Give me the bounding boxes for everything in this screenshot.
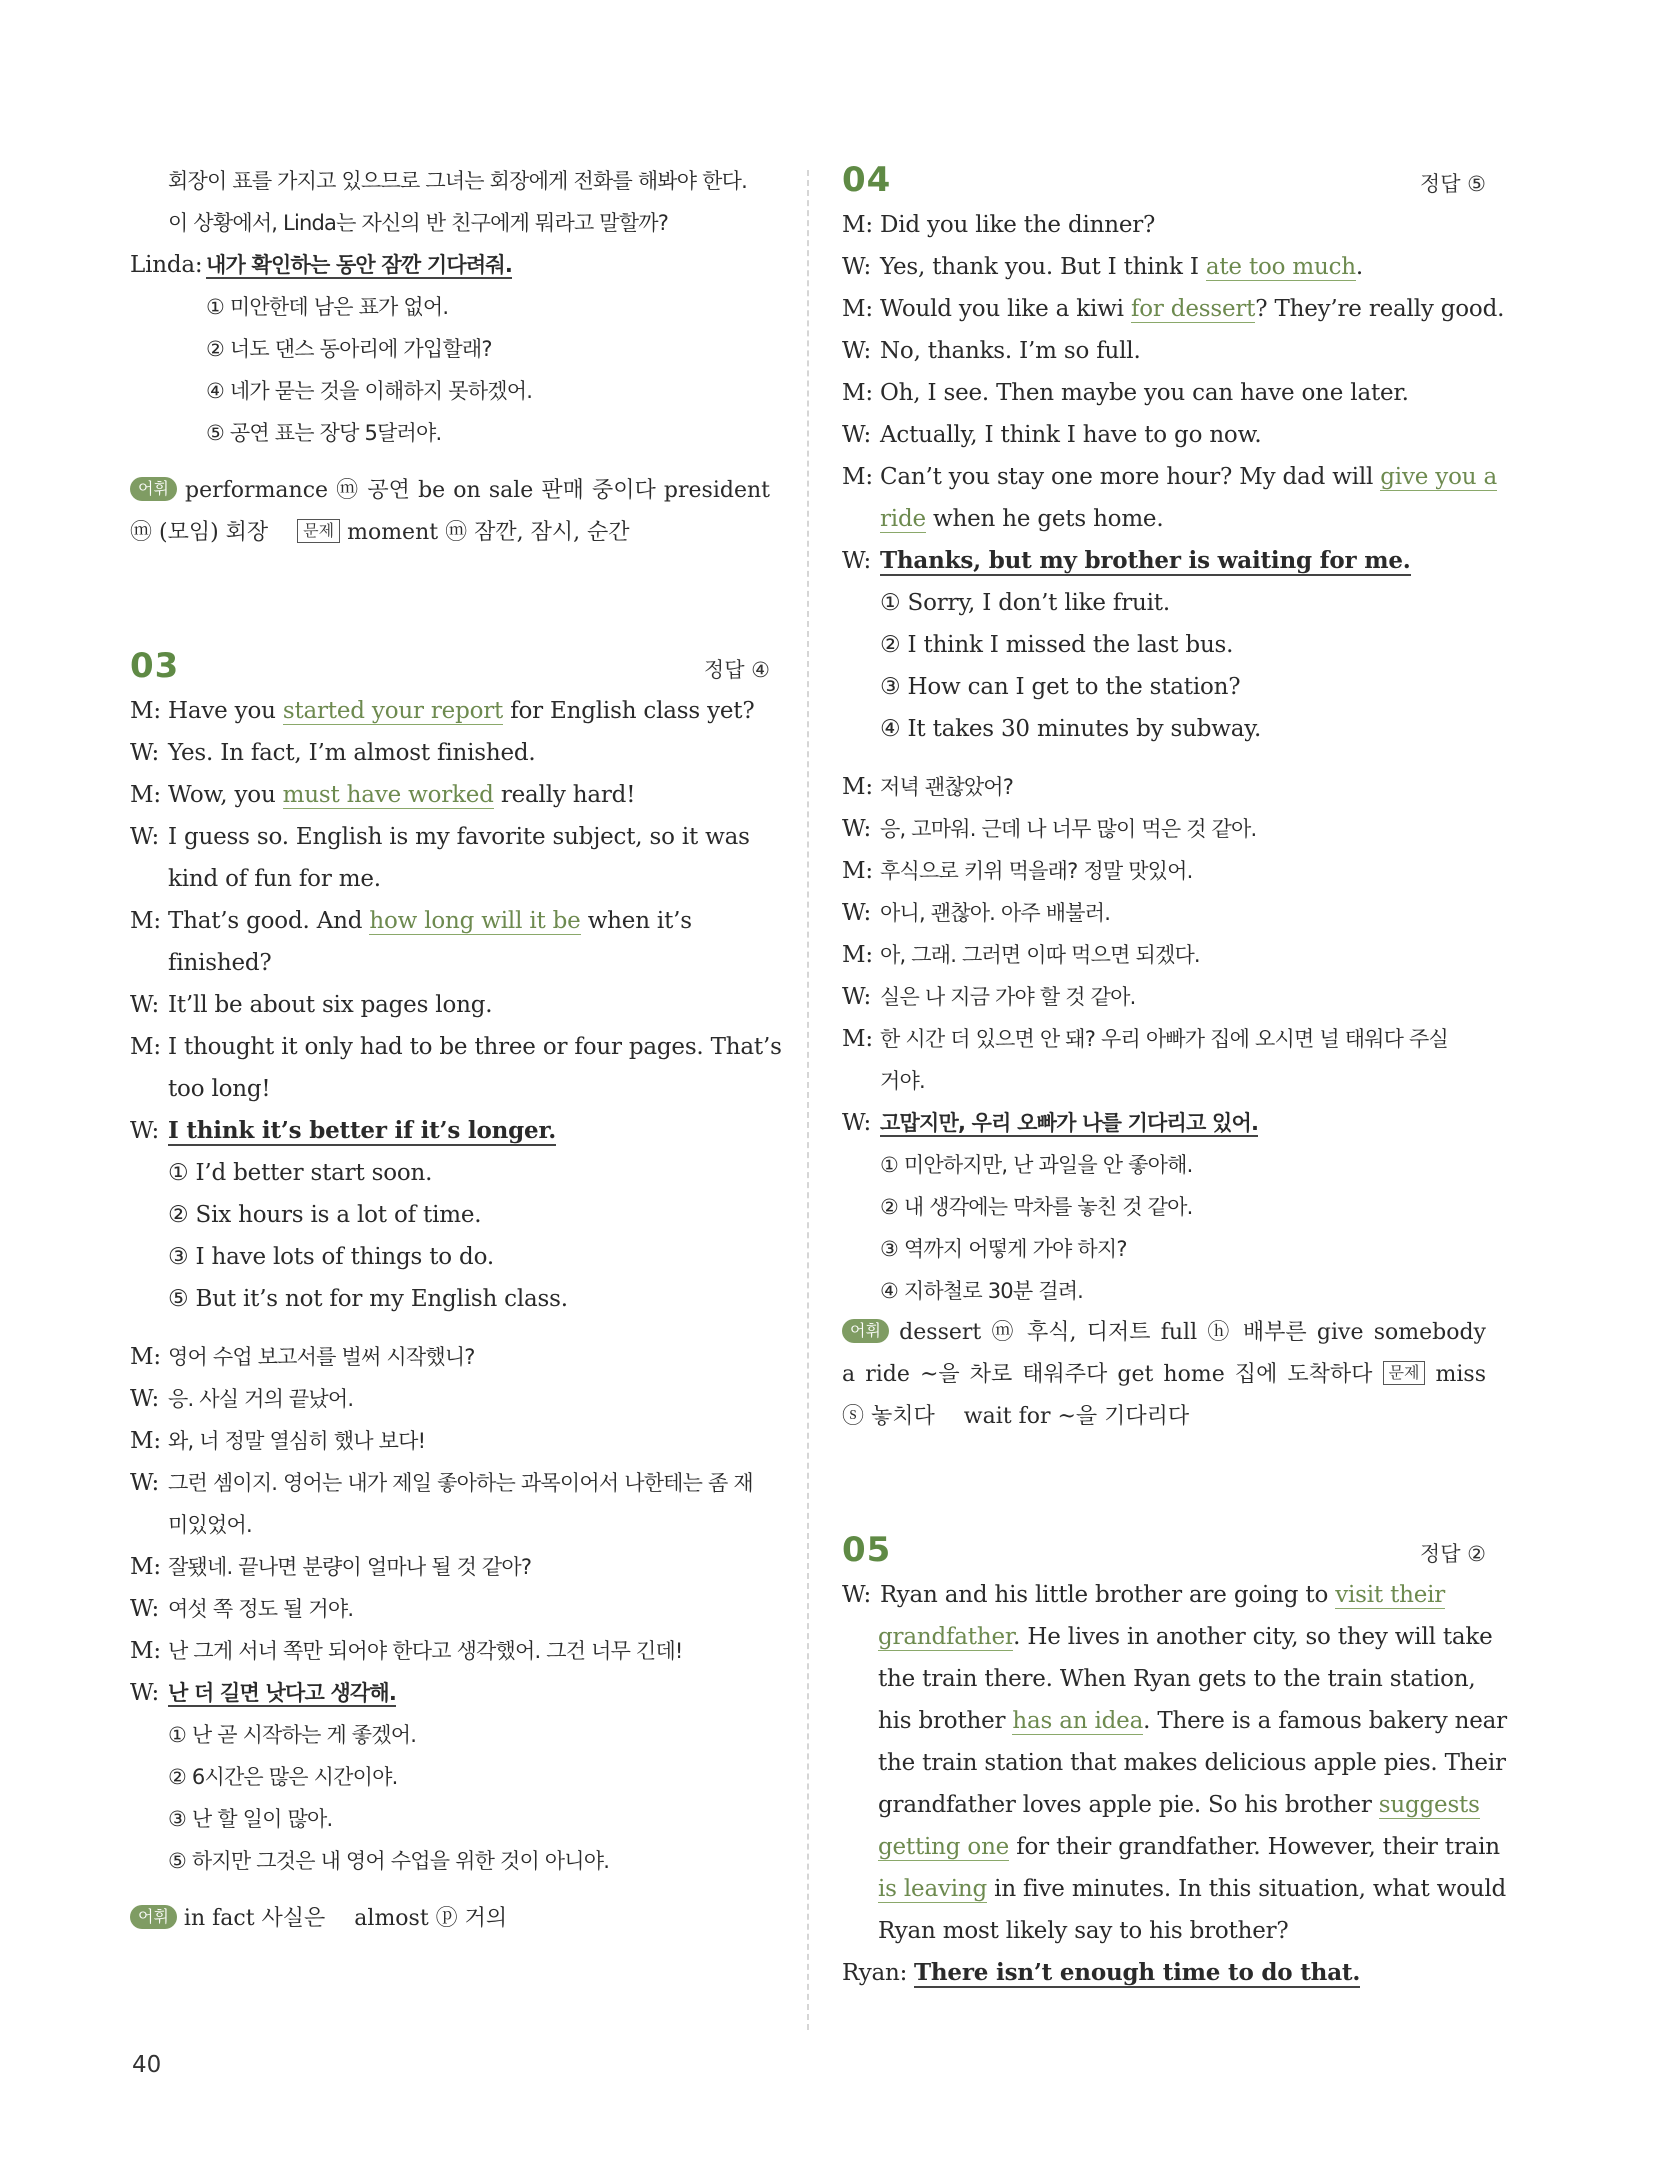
vocab-entry: almost ⓟ 거의 xyxy=(354,1906,508,1931)
text: 여섯 쪽 정도 될 거야. xyxy=(168,1597,354,1621)
vocab-entry: in fact 사실은 xyxy=(183,1906,326,1931)
q04-header xyxy=(842,160,1486,200)
speaker: W: xyxy=(842,1582,871,1608)
speaker: M: xyxy=(842,464,873,490)
speaker: M: xyxy=(842,296,873,322)
speaker: M: xyxy=(842,858,873,884)
passage-line xyxy=(842,1574,1486,1616)
q03-header xyxy=(130,646,770,686)
option: ② Six hours is a lot of time. xyxy=(168,1202,482,1228)
dialogue-line xyxy=(842,288,1505,330)
dialogue-line xyxy=(842,1018,1486,1060)
vocab-line xyxy=(842,1354,1486,1396)
speaker: W: xyxy=(130,824,159,850)
vocab-entry: a ride ~을 차로 태워주다 xyxy=(842,1362,1108,1387)
vocab-entry: performance ⓜ 공연 xyxy=(185,478,410,503)
q02-linda-answer-line xyxy=(130,244,770,286)
text: 와, 너 정말 열심히 했나 보다! xyxy=(168,1429,426,1453)
text: 후식으로 키위 먹을래? 정말 맛있어. xyxy=(880,859,1193,883)
text: 응. 사실 거의 끝났어. xyxy=(168,1387,354,1411)
option: ③ 난 할 일이 많아. xyxy=(168,1807,333,1831)
speaker: M: xyxy=(130,1638,161,1664)
speaker: W: xyxy=(130,1118,159,1144)
dialogue-line xyxy=(130,1630,770,1672)
left-column xyxy=(130,160,782,1940)
text: 잘됐네. 끝나면 분량이 얼마나 될 것 같아? xyxy=(168,1555,532,1579)
text: too long! xyxy=(168,1076,271,1102)
answer-text: Thanks, but my brother is waiting for me. xyxy=(880,547,1411,574)
blank-answer: for dessert xyxy=(1130,296,1256,322)
answer-text: There isn’t enough time to do that. xyxy=(914,1959,1361,1986)
blank-answer: has an idea xyxy=(1012,1708,1144,1734)
answer-text: 난 더 길면 낫다고 생각해. xyxy=(168,1681,397,1705)
blank-answer: getting one xyxy=(878,1834,1010,1860)
speaker: W: xyxy=(842,548,871,574)
speaker: W: xyxy=(842,1110,871,1136)
dialogue-line xyxy=(842,850,1486,892)
text: Ryan and his little brother are going to xyxy=(880,1582,1336,1608)
option: ② I think I missed the last bus. xyxy=(880,632,1234,658)
dialogue-line xyxy=(130,1420,770,1462)
option: ② 내 생각에는 막차를 놓친 것 같아. xyxy=(880,1195,1193,1219)
vocab-line xyxy=(130,512,770,554)
speaker: Ryan: xyxy=(842,1960,908,1986)
dialogue-line xyxy=(130,1378,770,1420)
text: 영어 수업 보고서를 벌써 시작했니? xyxy=(168,1345,475,1369)
vocab-line xyxy=(130,470,770,512)
text: grandfather loves apple pie. So his brother xyxy=(878,1792,1379,1818)
text: Oh, I see. Then maybe you can have one later. xyxy=(880,380,1409,406)
text: 아, 그래. 그러면 이따 먹으면 되겠다. xyxy=(880,943,1200,967)
dialogue-line xyxy=(130,984,770,1026)
text: when it’s xyxy=(580,908,692,934)
passage-line xyxy=(842,1826,1500,1868)
speaker: M: xyxy=(130,782,161,808)
blank-answer: started your report xyxy=(282,698,504,724)
dialogue-line xyxy=(842,204,1486,246)
question-number: 03 xyxy=(130,646,180,686)
answer-key: 정답 ④ xyxy=(703,658,770,682)
blank-answer: give you a xyxy=(1380,464,1497,490)
dialogue-line xyxy=(130,1462,770,1504)
blank-answer: ride xyxy=(880,506,926,532)
q02-korean-text: 이 상황에서, Linda는 자신의 반 친구에게 뭐라고 말할까? xyxy=(168,211,669,235)
dialogue-line xyxy=(842,372,1486,414)
text: Yes, thank you. But I think I xyxy=(880,254,1206,280)
text: Did you like the dinner? xyxy=(880,212,1156,238)
vocab-entry: president xyxy=(663,478,770,503)
dialogue-line xyxy=(130,1546,770,1588)
dialogue-line xyxy=(842,808,1486,850)
text: ? They’re really good. xyxy=(1255,296,1505,322)
blank-answer: visit their xyxy=(1335,1582,1446,1608)
dialogue-line xyxy=(130,1110,770,1152)
text: in five minutes. In this situation, what would xyxy=(987,1876,1507,1902)
dialogue-line xyxy=(130,690,770,732)
speaker: M: xyxy=(842,212,873,238)
text: 미있었어. xyxy=(168,1513,252,1537)
speaker: W: xyxy=(842,816,871,842)
text: It’ll be about six pages long. xyxy=(168,992,493,1018)
option: ③ How can I get to the station? xyxy=(880,674,1241,700)
text: finished? xyxy=(168,950,272,976)
text: 한 시간 더 있으면 안 돼? 우리 아빠가 집에 오시면 널 태워다 주실 xyxy=(880,1027,1448,1051)
text: 실은 나 지금 가야 할 것 같아. xyxy=(880,985,1136,1009)
vocab-tag: 어휘 xyxy=(842,1319,889,1343)
vocab-entry: ⓜ (모임) 회장 xyxy=(130,520,269,545)
vocab-entry: give somebody xyxy=(1316,1320,1486,1345)
column-divider xyxy=(807,170,809,2030)
option: ③ 역까지 어떻게 가야 하지? xyxy=(880,1237,1127,1261)
vocab-entry: be on sale 판매 중이다 xyxy=(418,478,656,503)
dialogue-line xyxy=(130,1026,782,1068)
speaker: W: xyxy=(842,984,871,1010)
passage-line xyxy=(842,1616,1493,1658)
vocab-entry: get home 집에 도착하다 xyxy=(1117,1362,1373,1387)
speaker: M: xyxy=(842,1026,873,1052)
answer-text: 내가 확인하는 동안 잠깐 기다려줘. xyxy=(206,253,513,277)
vocab-entry: moment ⓜ 잠깐, 잠시, 순간 xyxy=(347,520,630,545)
option: ④ 네가 묻는 것을 이해하지 못하겠어. xyxy=(206,379,533,403)
text: his brother xyxy=(878,1708,1013,1734)
answer-key: 정답 ② xyxy=(1419,1542,1486,1566)
dialogue-line xyxy=(842,330,1486,372)
speaker: W: xyxy=(130,1680,159,1706)
problem-tag: 문제 xyxy=(297,519,340,543)
ryan-answer-line xyxy=(842,1952,1486,1994)
speaker: M: xyxy=(130,1034,161,1060)
dialogue-line xyxy=(842,456,1497,498)
speaker: W: xyxy=(842,254,871,280)
option: ① 난 곧 시작하는 게 좋겠어. xyxy=(168,1723,417,1747)
q05-header xyxy=(842,1530,1486,1570)
text: 난 그게 서너 쪽만 되어야 한다고 생각했어. 그건 너무 긴데! xyxy=(168,1639,683,1663)
text: I guess so. English is my favorite subject, so it was xyxy=(168,824,750,850)
speaker: Linda: xyxy=(130,252,203,278)
vocab-line xyxy=(842,1396,1486,1438)
text: . He lives in another city, so they will take xyxy=(1013,1624,1493,1650)
answer-text: 고맙지만, 우리 오빠가 나를 기다리고 있어. xyxy=(880,1111,1259,1135)
blank-answer: ate too much xyxy=(1205,254,1356,280)
text: No, thanks. I’m so full. xyxy=(880,338,1141,364)
option: ① I’d better start soon. xyxy=(168,1160,433,1186)
passage-line xyxy=(842,1868,1507,1910)
text: Yes. In fact, I’m almost finished. xyxy=(168,740,536,766)
text: I thought it only had to be three or four pages. That’s xyxy=(168,1034,782,1060)
dialogue-line xyxy=(842,976,1486,1018)
text: 그런 셈이지. 영어는 내가 제일 좋아하는 과목이어서 나한테는 좀 재 xyxy=(168,1471,753,1495)
dialogue-line xyxy=(130,1336,770,1378)
dialogue-line xyxy=(130,1672,770,1714)
text: Actually, I think I have to go now. xyxy=(880,422,1262,448)
passage-line: the train station that makes delicious apple pies. Their xyxy=(878,1750,1506,1776)
speaker: M: xyxy=(130,1344,161,1370)
vocab-tag: 어휘 xyxy=(130,477,177,501)
speaker: M: xyxy=(130,1428,161,1454)
speaker: M: xyxy=(842,774,873,800)
text: Have you xyxy=(168,698,283,724)
text: 거야. xyxy=(880,1069,925,1093)
option: ⑤ 공연 표는 장당 5달러야. xyxy=(206,421,442,445)
vocab-entry: wait for ~을 기다리다 xyxy=(963,1404,1190,1429)
dialogue-line xyxy=(842,414,1486,456)
text: when he gets home. xyxy=(925,506,1164,532)
option: ④ 지하철로 30분 걸려. xyxy=(880,1279,1084,1303)
speaker: W: xyxy=(130,992,159,1018)
dialogue-line xyxy=(842,1102,1486,1144)
text: 응, 고마워. 근데 나 너무 많이 먹은 것 같아. xyxy=(880,817,1257,841)
blank-answer: is leaving xyxy=(878,1876,988,1902)
speaker: W: xyxy=(130,1596,159,1622)
text: 아니, 괜찮아. 아주 배불러. xyxy=(880,901,1111,925)
dialogue-line xyxy=(842,892,1486,934)
speaker: M: xyxy=(842,942,873,968)
speaker: M: xyxy=(842,380,873,406)
speaker: M: xyxy=(130,698,161,724)
dialogue-line xyxy=(842,540,1486,582)
text: That’s good. And xyxy=(168,908,370,934)
vocab-entry: ⓢ 놓치다 xyxy=(842,1404,935,1429)
problem-tag: 문제 xyxy=(1383,1361,1426,1385)
dialogue-line xyxy=(130,732,770,774)
question-number: 05 xyxy=(842,1530,892,1570)
vocab-entry: full ⓗ 배부른 xyxy=(1160,1320,1307,1345)
option: ③ I have lots of things to do. xyxy=(168,1244,494,1270)
question-number: 04 xyxy=(842,160,892,200)
speaker: W: xyxy=(130,1470,159,1496)
text: Would you like a kiwi xyxy=(880,296,1131,322)
option: ⑤ But it’s not for my English class. xyxy=(168,1286,568,1312)
text: . There is a famous bakery near xyxy=(1143,1708,1507,1734)
text: . xyxy=(1355,254,1364,280)
blank-answer: grandfather xyxy=(878,1624,1014,1650)
dialogue-line xyxy=(130,900,770,942)
passage-line: Ryan most likely say to his brother? xyxy=(878,1918,1289,1944)
passage-line: the train there. When Ryan gets to the train station, xyxy=(878,1666,1476,1692)
dialogue-line xyxy=(842,766,1486,808)
dialogue-line xyxy=(130,774,770,816)
dialogue-line xyxy=(130,1588,770,1630)
vocab-entry: miss xyxy=(1435,1362,1487,1387)
text: kind of fun for me. xyxy=(168,866,381,892)
right-column xyxy=(842,160,1507,1994)
answer-key: 정답 ⑤ xyxy=(1419,172,1486,196)
text: Can’t you stay one more hour? My dad will xyxy=(880,464,1381,490)
text: really hard! xyxy=(493,782,636,808)
vocab-entry: dessert ⓜ 후식, 디저트 xyxy=(899,1320,1151,1345)
answer-text: I think it’s better if it’s longer. xyxy=(168,1117,557,1144)
text: for English class yet? xyxy=(503,698,755,724)
speaker: M: xyxy=(130,1554,161,1580)
option: ① 미안한데 남은 표가 없어. xyxy=(206,295,449,319)
option: ④ It takes 30 minutes by subway. xyxy=(880,716,1262,742)
page-number: 40 xyxy=(132,2052,162,2078)
option: ① 미안하지만, 난 과일을 안 좋아해. xyxy=(880,1153,1193,1177)
option: ① Sorry, I don’t like fruit. xyxy=(880,590,1170,616)
option: ⑤ 하지만 그것은 내 영어 수업을 위한 것이 아니야. xyxy=(168,1849,610,1873)
text: Wow, you xyxy=(168,782,283,808)
blank-answer: how long will it be xyxy=(369,908,581,934)
blank-answer: must have worked xyxy=(282,782,494,808)
speaker: W: xyxy=(130,740,159,766)
option: ② 너도 댄스 동아리에 가입할래? xyxy=(206,337,492,361)
speaker: M: xyxy=(130,908,161,934)
passage-line xyxy=(842,1700,1507,1742)
passage-line xyxy=(842,1784,1486,1826)
speaker: W: xyxy=(842,900,871,926)
vocab-line xyxy=(130,1898,770,1940)
vocab-line xyxy=(842,1312,1486,1354)
q02-korean-text: 회장이 표를 가지고 있으므로 그녀는 회장에게 전화를 해봐야 한다. xyxy=(168,169,747,193)
option: ② 6시간은 많은 시간이야. xyxy=(168,1765,398,1789)
blank-answer: suggests xyxy=(1378,1792,1480,1818)
dialogue-line xyxy=(842,934,1486,976)
vocab-tag: 어휘 xyxy=(130,1905,177,1929)
text: for their grandfather. However, their train xyxy=(1009,1834,1500,1860)
text: 저녁 괜찮았어? xyxy=(880,775,1014,799)
speaker: W: xyxy=(842,422,871,448)
speaker: W: xyxy=(842,338,871,364)
dialogue-line xyxy=(842,246,1486,288)
dialogue-line xyxy=(130,816,770,858)
speaker: W: xyxy=(130,1386,159,1412)
